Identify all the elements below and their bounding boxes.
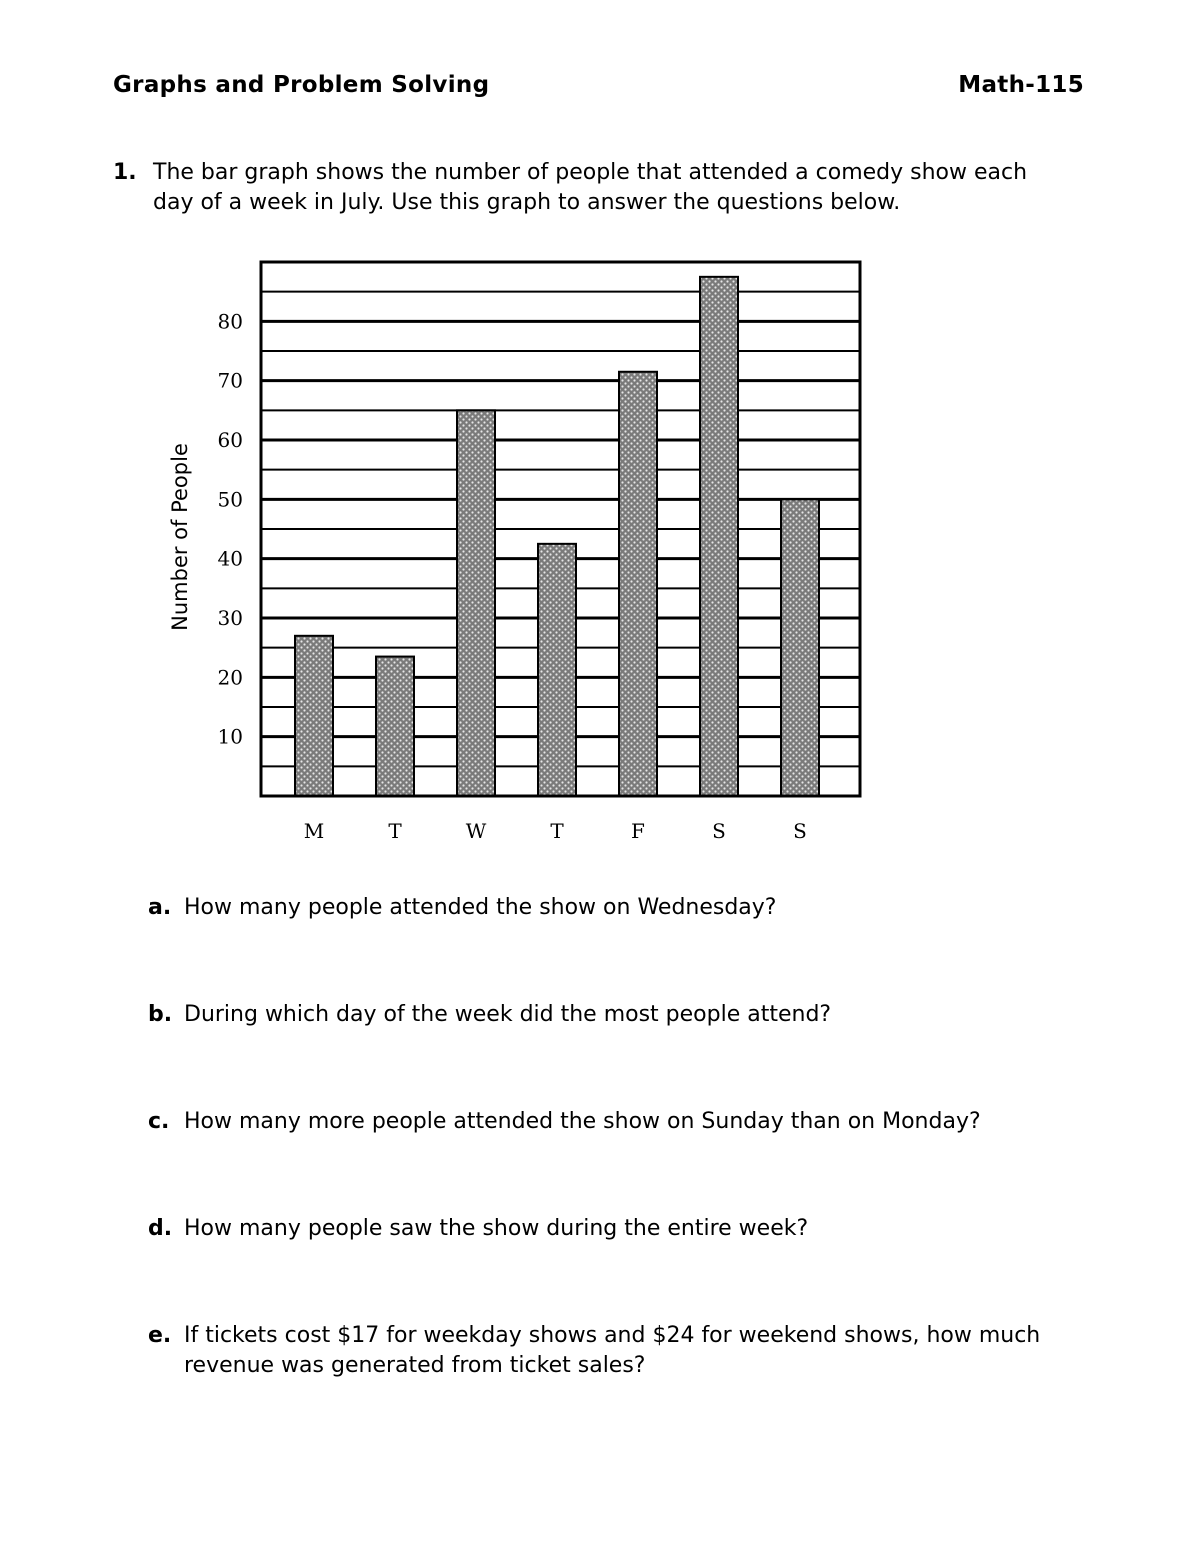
question-letter: e. xyxy=(148,1323,172,1348)
x-tick-label: T xyxy=(388,819,402,843)
question-d xyxy=(148,1214,1068,1244)
bar-6 xyxy=(781,499,819,796)
question-e xyxy=(148,1321,1068,1381)
y-tick-label: 70 xyxy=(217,368,243,393)
x-tick-label: F xyxy=(631,819,645,843)
x-tick-label: W xyxy=(465,819,487,843)
x-tick-label: M xyxy=(303,819,325,843)
bar-4 xyxy=(619,372,657,796)
bar-1 xyxy=(376,657,414,796)
question-letter: b. xyxy=(148,1002,173,1027)
worksheet-title: Graphs and Problem Solving xyxy=(113,72,490,98)
question-text: How many more people attended the show on Sunday than on Monday? xyxy=(184,1109,981,1134)
question-b xyxy=(148,1000,1068,1030)
question-letter: c. xyxy=(148,1109,170,1134)
question-text: How many people attended the show on Wednesday? xyxy=(184,895,777,920)
y-tick-label: 80 xyxy=(217,309,243,334)
course-code: Math-115 xyxy=(958,72,1084,98)
question-text: During which day of the week did the most people attend? xyxy=(184,1002,832,1027)
y-tick-label: 50 xyxy=(217,487,243,512)
y-tick-label: 60 xyxy=(217,428,243,452)
bar-chart xyxy=(150,250,880,860)
bar-5 xyxy=(700,277,738,796)
bars xyxy=(295,277,819,796)
question-letter: a. xyxy=(148,895,172,920)
question-text: If tickets cost $17 for weekday shows and $24 for weekend shows, how much revenue was generated from ticket sales? xyxy=(184,1323,1041,1378)
bar-3 xyxy=(538,544,576,796)
y-axis-label: Number of People xyxy=(168,443,192,631)
question-letter: d. xyxy=(148,1216,173,1241)
question-c xyxy=(148,1107,1068,1137)
y-tick-label: 40 xyxy=(217,546,243,571)
problem-1 xyxy=(113,158,1073,218)
bar-0 xyxy=(295,636,333,796)
y-tick-label: 20 xyxy=(217,665,243,690)
y-tick-labels xyxy=(218,309,243,748)
y-tick-label: 10 xyxy=(217,724,243,749)
y-tick-label: 30 xyxy=(217,606,243,630)
x-tick-label: S xyxy=(793,819,807,843)
question-a xyxy=(148,893,1068,923)
question-text: How many people saw the show during the entire week? xyxy=(184,1216,809,1241)
bar-2 xyxy=(457,410,495,796)
x-tick-label: T xyxy=(550,819,564,843)
x-tick-label: S xyxy=(712,819,726,843)
problem-number: 1. xyxy=(113,160,137,185)
problem-text: The bar graph shows the number of people that attended a comedy show each day of a week in July. Use this graph to answer the questions below. xyxy=(153,160,1028,215)
x-tick-labels xyxy=(304,819,807,843)
